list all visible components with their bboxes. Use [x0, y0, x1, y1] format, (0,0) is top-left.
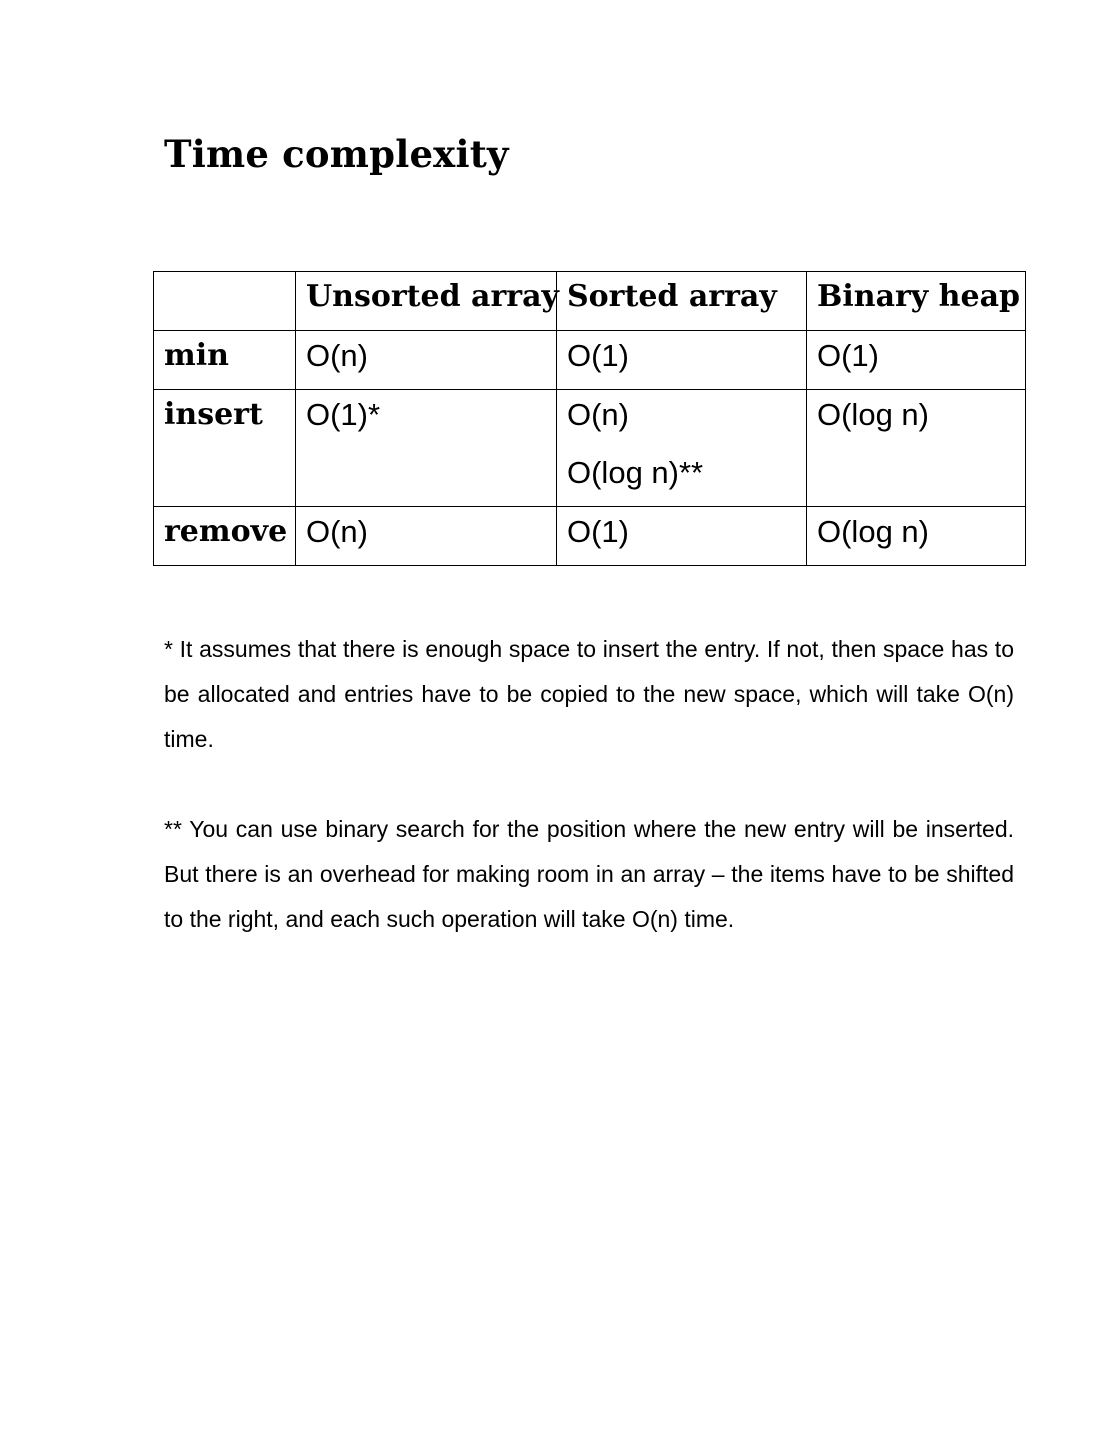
table-header-row [154, 272, 1026, 331]
row-label-remove: remove [154, 507, 296, 566]
cell-value: O(n) [306, 338, 368, 373]
cell-min-heap [807, 331, 1026, 390]
page-title: Time complexity [164, 132, 509, 176]
cell-value: O(log n) [817, 397, 929, 432]
cell-remove-sorted [557, 507, 807, 566]
table-row-insert [154, 390, 1026, 507]
cell-value: O(n) [306, 514, 368, 549]
table-row-min [154, 331, 1026, 390]
row-label-insert: insert [154, 390, 296, 507]
cell-value-alt: O(log n)** [567, 455, 704, 490]
column-header-sorted-array: Sorted array [557, 272, 807, 331]
table-header-corner [154, 272, 296, 331]
cell-value: O(1) [817, 338, 879, 373]
complexity-table [153, 271, 1026, 566]
cell-value: O(1) [567, 514, 629, 549]
cell-remove-heap [807, 507, 1026, 566]
cell-min-unsorted [296, 331, 557, 390]
footnote-double-asterisk: ** You can use binary search for the position where the new entry will be inserted. But there is an overhead for making room in an array – the items have to be shifted to the right, and each such operation will take O(n) time. [164, 816, 1014, 932]
cell-insert-heap [807, 390, 1026, 507]
footnote-single-asterisk: * It assumes that there is enough space to insert the entry. If not, then space has to be allocated and entries have to be copied to the new space, which will take O(n) time. [164, 636, 1014, 752]
cell-value: O(1)* [306, 397, 381, 432]
cell-remove-unsorted [296, 507, 557, 566]
column-header-unsorted-array: Unsorted array [296, 272, 557, 331]
cell-insert-unsorted [296, 390, 557, 507]
table-row-remove [154, 507, 1026, 566]
cell-value: O(n) [567, 397, 629, 432]
cell-value: O(1) [567, 338, 629, 373]
row-label-min: min [154, 331, 296, 390]
cell-insert-sorted [557, 390, 807, 507]
cell-min-sorted [557, 331, 807, 390]
cell-value: O(log n) [817, 514, 929, 549]
column-header-binary-heap: Binary heap [807, 272, 1026, 331]
